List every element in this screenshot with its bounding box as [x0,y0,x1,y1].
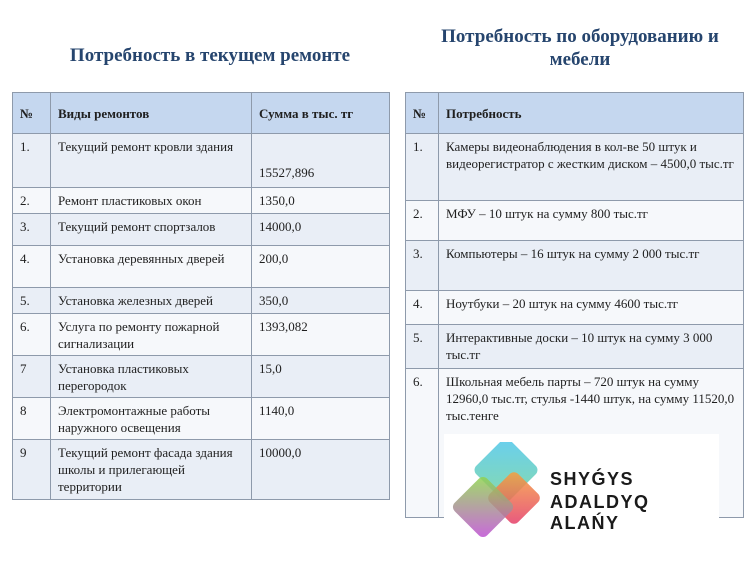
row-need: МФУ – 10 штук на сумму 800 тыс.тг [439,201,744,241]
logo-mark-icon [452,442,552,546]
row-num: 1. [13,134,51,188]
row-type: Электромонтажные работы наружного освещения [51,398,252,440]
table-row [13,288,390,314]
row-need: Школьная мебель парты – 720 штук на сумму 12960,0 тыс.тг, стулья -1440 штук, на сумму 11520,0 тыс.тенге [439,369,744,518]
row-need: Компьютеры – 16 штук на сумму 2 000 тыс.тг [439,241,744,291]
table-row [406,201,744,241]
table-header-row [13,93,390,134]
row-sum: 10000,0 [252,440,390,500]
equipment-title: Потребность по оборудованию и мебели [441,26,719,70]
row-num: 1. [406,134,439,201]
row-type: Текущий ремонт кровли здания [51,134,252,188]
watermark-logo [444,434,719,554]
row-num: 9 [13,440,51,500]
row-sum: 200,0 [252,246,390,288]
table-row [13,440,390,500]
row-num: 8 [13,398,51,440]
table-row [13,356,390,398]
header-num: № [13,93,51,134]
row-num: 6. [406,369,439,518]
table-row [406,241,744,291]
table-row [13,214,390,246]
row-num: 5. [13,288,51,314]
table-row [13,188,390,214]
table-header-row [406,93,744,134]
row-num: 3. [406,241,439,291]
table-row [406,325,744,369]
row-type: Ремонт пластиковых окон [51,188,252,214]
repairs-title: Потребность в текущем ремонте [69,45,351,66]
header-type: Виды ремонтов [51,93,252,134]
row-type: Установка деревянных дверей [51,246,252,288]
row-num: 5. [406,325,439,369]
row-num: 7 [13,356,51,398]
row-sum: 15527,896 [252,134,390,188]
row-num: 2. [13,188,51,214]
header-sum: Сумма в тыс. тг [252,93,390,134]
row-type: Текущий ремонт спортзалов [51,214,252,246]
header-need: Потребность [439,93,744,134]
row-need: Камеры видеонаблюдения в кол-ве 50 штук и видеорегистратор с жестким диском – 4500,0 тыс.тг [439,134,744,201]
row-type: Установка железных дверей [51,288,252,314]
row-sum: 1393,082 [252,314,390,356]
row-sum: 15,0 [252,356,390,398]
row-need: Интерактивные доски – 10 штук на сумму 3 000 тыс.тг [439,325,744,369]
table-row [406,291,744,325]
table-row [13,314,390,356]
row-num: 3. [13,214,51,246]
row-sum: 350,0 [252,288,390,314]
repairs-table [12,92,390,500]
table-row [13,398,390,440]
header-num: № [406,93,439,134]
row-num: 2. [406,201,439,241]
row-sum: 14000,0 [252,214,390,246]
row-sum: 1140,0 [252,398,390,440]
row-num: 4. [406,291,439,325]
table-row [406,134,744,201]
row-type: Установка пластиковых перегородок [51,356,252,398]
logo-text-line1: SHYǴYS [550,469,635,489]
row-sum: 1350,0 [252,188,390,214]
row-type: Услуга по ремонту пожарной сигнализации [51,314,252,356]
row-num: 6. [13,314,51,356]
logo-text-line2: ADALDYQ ALAŃY [550,492,650,533]
row-num: 4. [13,246,51,288]
table-row [13,134,390,188]
row-type: Текущий ремонт фасада здания школы и прилегающей территории [51,440,252,500]
table-row [13,246,390,288]
row-need: Ноутбуки – 20 штук на сумму 4600 тыс.тг [439,291,744,325]
